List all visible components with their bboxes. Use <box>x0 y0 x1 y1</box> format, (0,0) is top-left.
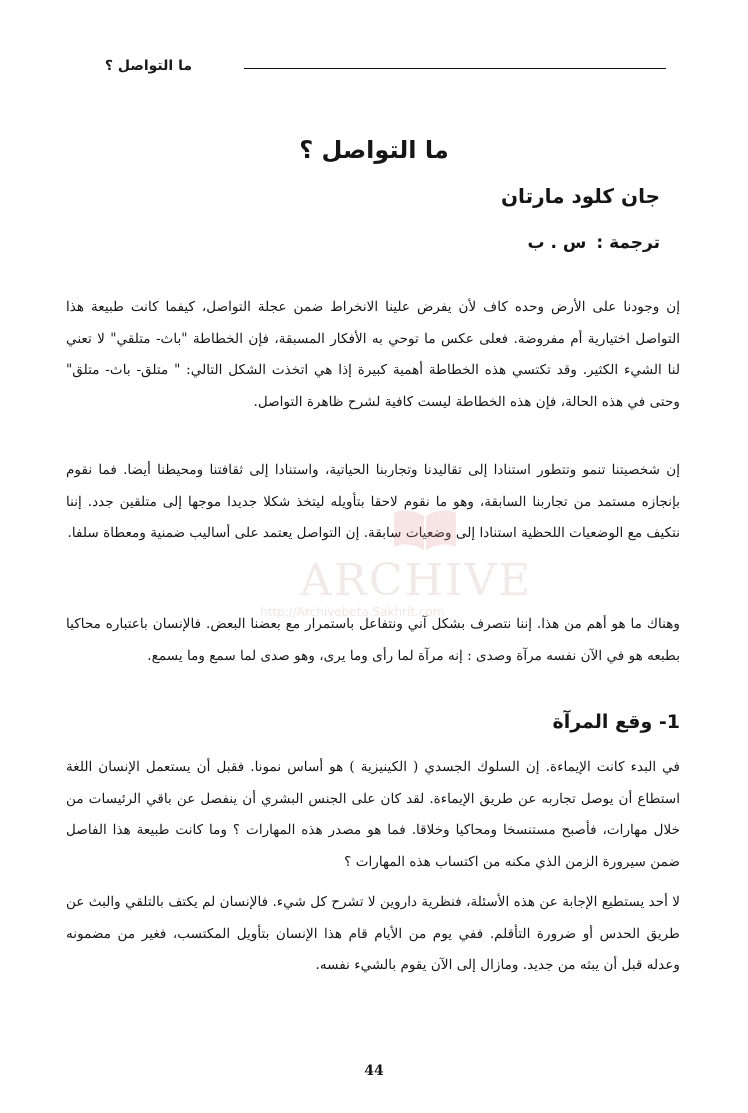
translator-label: ترجمة : <box>596 233 660 253</box>
paragraph-section-2 <box>66 887 680 982</box>
archive-watermark <box>260 555 533 635</box>
watermark-url: http://Archivebeta.Sakhrit.com <box>260 605 445 619</box>
paragraph-intro-2 <box>66 455 680 550</box>
section-heading: 1- وقع المرآة <box>552 711 680 733</box>
translator-name: س . ب <box>527 233 587 253</box>
paragraph-text: وهناك ما هو أهم من هذا. إننا نتصرف بشكل آني ونتفاعل باستمرار مع بعضنا البعض. فالإنسان باعتباره محاكيا بطبعه هو في الآن نفسه مرآة وصدى : إنه مرآة لما رأى وما يرى، وهو صدى لما سمع وما يسمع. <box>66 616 680 664</box>
paragraph-text: في البدء كانت الإيماءة. إن السلوك الجسدي ( الكينيزية ) هو أساس نمونا. فقبل أن يستعمل الإنسان اللغة استطاع أن يوصل تجاربه عن طريق الإيماءة. لقد كان على الجنس البشري أن ينفصل عن باقي الرئيسات من خلال مهارات، فأصبح مستنسخا ومحاكيا وخلاقا. فما هو مصدر هذه المهارات ؟ وما كانت طبيعة هذا الفاصل ضمن سيرورة الزمن الذي مكنه من اكتساب هذه المهارات ؟ <box>66 759 680 870</box>
paragraph-intro-1 <box>66 292 680 418</box>
article-title: ما التواصل ؟ <box>299 136 449 164</box>
paragraph-text: لا أحد يستطيع الإجابة عن هذه الأسئلة، فنظرية داروين لا تشرح كل شيء. فالإنسان لم يكتف بالتلقي والبث عن طريق الحدس أو ضرورة التأقلم. ففي يوم من الأيام قام هذا الإنسان بتأويل المكتسب، فغير من مضمونه وعدله قبل أن يبثه من جديد. ومازال إلى الآن يقوم بالشيء نفسه. <box>66 894 680 973</box>
open-book-icon <box>390 507 460 553</box>
translator-line <box>528 233 660 253</box>
paragraph-text: إن وجودنا على الأرض وحده كاف لأن يفرض علينا الانخراط ضمن عجلة التواصل، كيفما كانت طبيعة هذا التواصل اختيارية أم مفروضة. فعلى عكس ما توحي به الأفكار المسبقة، فإن الخطاطة "باث- متلقي" لا تعني لنا الشيء الكثير. وقد تكتسي هذه الخطاطة أهمية كبيرة إذا هي اتخذت الشكل التالي: " متلق- باث- متلق" وحتى في هذه الحالة، فإن هذه الخطاطة ليست كافية لشرح ظاهرة التواصل. <box>66 299 680 410</box>
running-title: ما التواصل ؟ <box>104 58 192 74</box>
paragraph-section-1 <box>66 752 680 878</box>
header-rule <box>244 68 666 69</box>
page-number: 44 <box>364 1063 384 1079</box>
watermark-text: ARCHIVE <box>300 555 533 606</box>
author-name: جان كلود مارتان <box>500 184 660 208</box>
paragraph-text: إن شخصيتنا تنمو وتتطور استنادا إلى تقاليدنا وتجاربنا الحياتية، واستنادا إلى ثقافتنا ومحيطنا أيضا. فما نقوم بإنجازه مستمد من تجاربنا السابقة، وهو ما نقوم لاحقا بتأويله ليتخذ شكلا جديدا موجها إلى متلقين جدد. إننا نتكيف مع الوضعيات اللحظية استنادا إلى وضعيات سابقة. إن التواصل يعتمد على أساليب ضمنية ومعطاة سلفا. <box>66 462 680 541</box>
